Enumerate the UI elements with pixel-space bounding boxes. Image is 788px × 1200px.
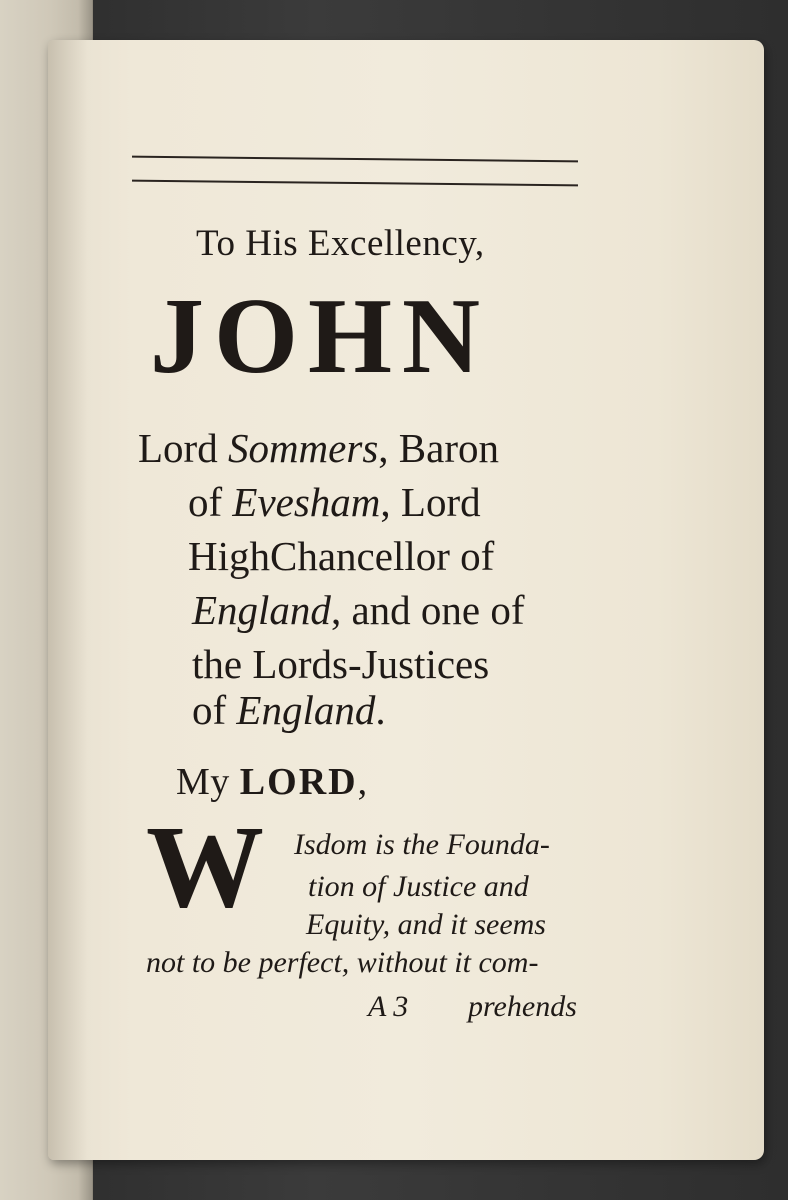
dedicatee-name: JOHN — [150, 277, 491, 396]
signature-mark: A 3 — [368, 990, 409, 1023]
title-line-4: England, and one of — [192, 587, 525, 633]
catchword: prehends — [468, 990, 577, 1023]
title-line-6: of England. — [192, 687, 386, 733]
drop-cap-initial: W — [146, 801, 264, 932]
body-line-3: Equity, and it seems — [306, 908, 546, 941]
title-line-5: the Lords-Justices — [192, 641, 490, 687]
salutation: My LORD, — [176, 761, 368, 803]
body-line-1: Isdom is the Founda- — [294, 828, 550, 861]
body-line-4: not to be perfect, without it com- — [146, 946, 539, 979]
dedication-heading: To His Excellency, — [196, 223, 485, 264]
page-gutter-shadow — [48, 40, 88, 1160]
body-line-2: tion of Justice and — [308, 870, 529, 903]
title-line-3: HighChancellor of — [188, 533, 495, 579]
title-line-1: Lord Sommers, Baron — [138, 425, 499, 471]
title-line-2: of Evesham, Lord — [188, 479, 481, 525]
